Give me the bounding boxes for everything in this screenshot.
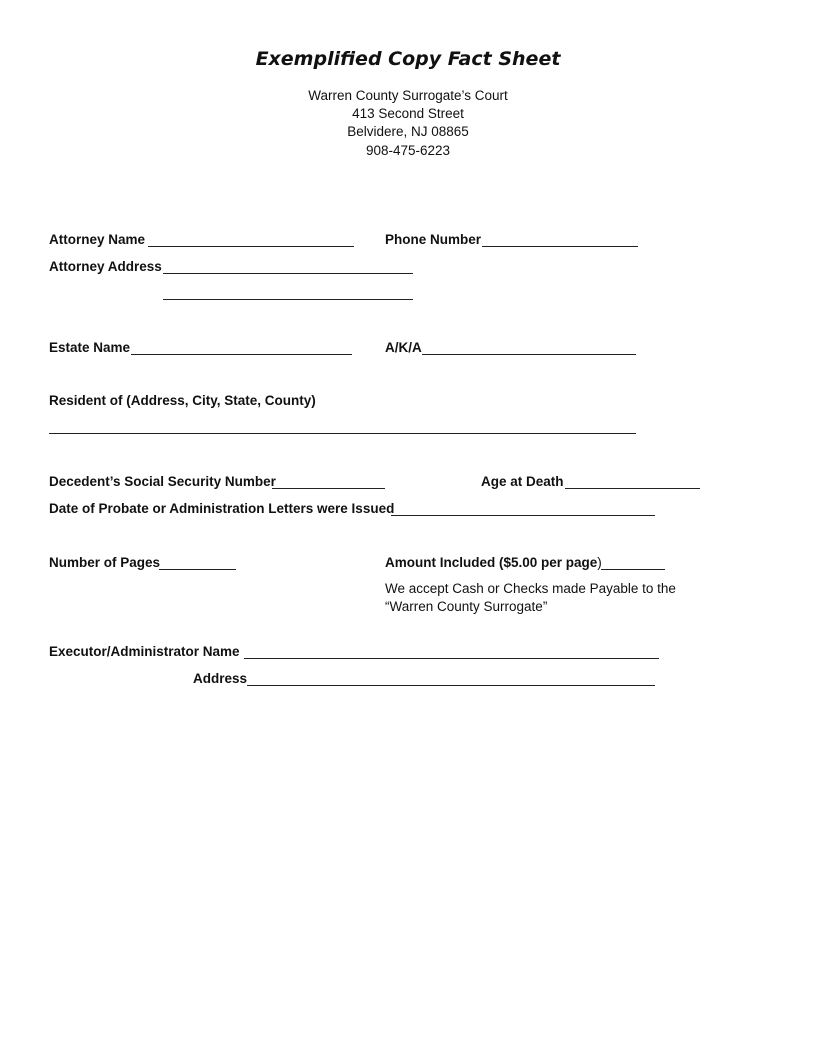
court-city: Belvidere, NJ 08865	[347, 124, 469, 139]
ssn-field[interactable]	[272, 488, 385, 489]
court-phone: 908-475-6223	[365, 143, 451, 158]
date-of-probate-field[interactable]	[391, 515, 655, 516]
age-at-death-field[interactable]	[565, 488, 700, 489]
phone-number-label: Phone Number	[385, 232, 482, 247]
amount-included-field[interactable]	[601, 569, 665, 570]
attorney-name-field[interactable]	[148, 246, 354, 247]
court-name: Warren County Surrogate’s Court	[308, 88, 508, 103]
resident-of-label: Resident of (Address, City, State, County)	[49, 393, 316, 408]
resident-of-field[interactable]	[49, 433, 636, 434]
executor-address-label: Address	[193, 671, 248, 686]
ssn-label: Decedent’s Social Security Number	[49, 474, 276, 489]
amount-included-text: Amount Included ($5.00 per page	[385, 555, 598, 570]
attorney-address-line1-field[interactable]	[163, 273, 413, 274]
number-of-pages-label: Number of Pages	[49, 555, 161, 570]
payment-note-line2: “Warren County Surrogate”	[385, 599, 548, 614]
estate-name-label: Estate Name	[49, 340, 131, 355]
number-of-pages-field[interactable]	[159, 569, 236, 570]
page-title: Exemplified Copy Fact Sheet	[255, 48, 561, 70]
amount-included-paren: )	[597, 555, 602, 570]
amount-included-label	[385, 555, 602, 570]
executor-name-field[interactable]	[244, 658, 659, 659]
executor-address-field[interactable]	[247, 685, 655, 686]
estate-name-field[interactable]	[131, 354, 352, 355]
age-at-death-label: Age at Death	[481, 474, 564, 489]
date-of-probate-label: Date of Probate or Administration Letters were Issued	[49, 501, 395, 516]
payment-note-line1: We accept Cash or Checks made Payable to the	[385, 581, 676, 596]
court-street: 413 Second Street	[352, 106, 464, 121]
phone-number-field[interactable]	[482, 246, 638, 247]
attorney-address-label: Attorney Address	[49, 259, 162, 274]
executor-name-label: Executor/Administrator Name	[49, 644, 240, 659]
aka-label: A/K/A	[385, 340, 422, 355]
attorney-name-label: Attorney Name	[49, 232, 146, 247]
attorney-address-line2-field[interactable]	[163, 299, 413, 300]
aka-field[interactable]	[422, 354, 636, 355]
